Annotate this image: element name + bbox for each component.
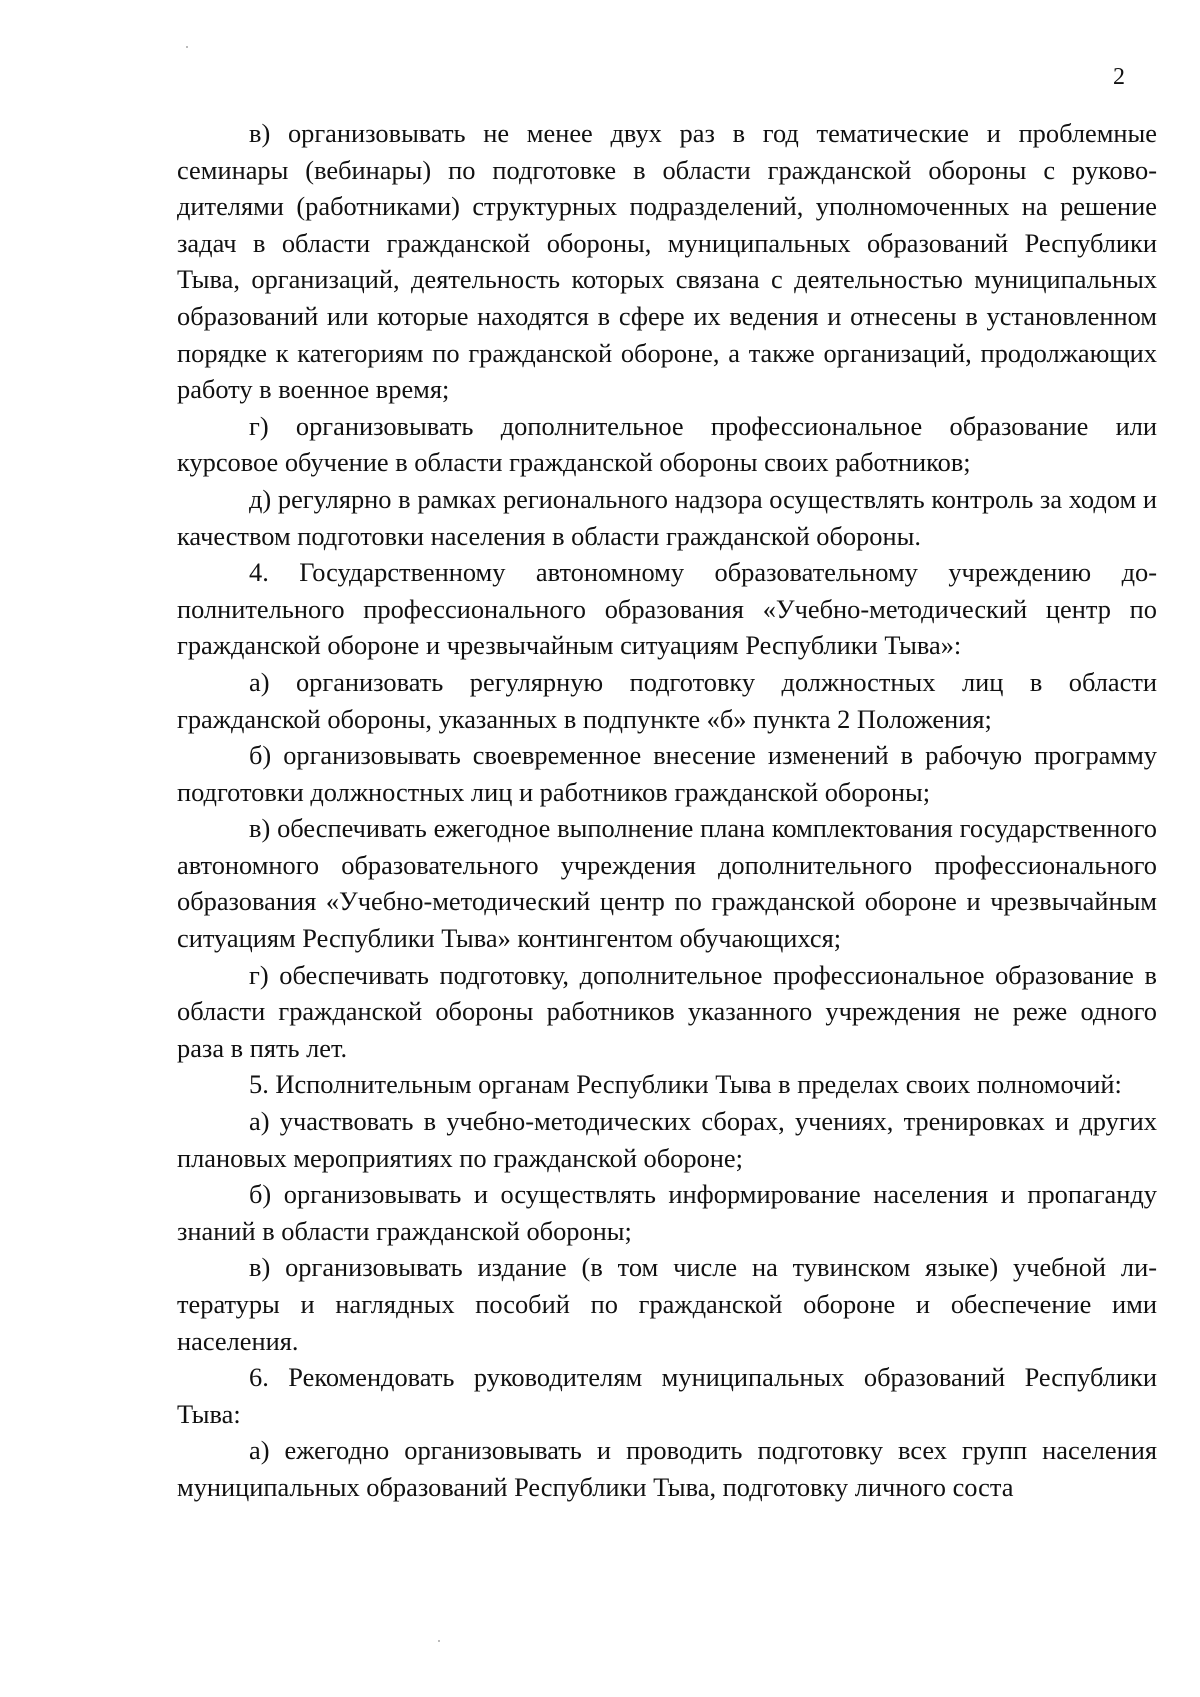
document-body <box>177 115 1157 1506</box>
paragraph-3g: г) организовывать дополнительное профессиональное образование или курсовое обучение в области гражданской обороны своих работников; <box>177 410 1157 478</box>
paragraph-5a: а) участвовать в учебно-методических сборах, учениях, тренировках и других плановых мероприятиях по гражданской обороне; <box>177 1106 1157 1173</box>
paragraph-5: 5. Исполнительным органам Республики Тыва в пределах своих полномочий: <box>249 1069 1122 1100</box>
paragraph-4b: б) организовывать своевременное внесение изменений в рабочую программу подготовки должностных лиц и работников гражданской обороны; <box>177 740 1157 807</box>
scan-speck <box>186 46 188 48</box>
paragraph-4v: в) обеспечивать ежегодное выполнение плана комплектования государственного автономного образовательного учреждения дополнительного профессионального образования «Учебно-методический центр по гражданской обороне и чрезвычайным ситуациям Республики Тыва» контингентом обучающихся; <box>177 813 1157 954</box>
paragraph-5v: в) организовывать издание (в том числе на тувинском языке) учебной литературы и наглядных пособий по гражданской обороне и обеспечение ими населения. <box>177 1252 1157 1356</box>
scan-speck <box>438 1640 440 1642</box>
paragraph-4g: г) обеспечивать подготовку, дополнительное профессиональное образование в области гражданской обороны работников указанного учреждения не реже одного раза в пять лет. <box>177 959 1157 1063</box>
page-number: 2 <box>1113 64 1125 90</box>
paragraph-4a: а) организовать регулярную подготовку должностных лиц в области гражданской обороны, указанных в подпункте «б» пункта 2 Положения; <box>177 666 1157 734</box>
paragraph-3d: д) регулярно в рамках регионального надзора осуществлять контроль за ходом и качеством подготовки населения в области гражданской обороны. <box>177 483 1157 551</box>
paragraph-6: 6. Рекомендовать руководителям муниципальных образований Республики Тыва: <box>177 1362 1157 1429</box>
paragraph-3v: в) организовывать не менее двух раз в год тематические и проблемные семинары (вебинары) по подготовке в области гражданской обороны с руководителями (работниками) структурных подразделений, уполномоченных на решение задач в области гражданской обороны, муниципальных образований Республики Тыва, организаций, деятельность которых связана с деятельностью муниципальных образований или которые находятся в сфере их ведения и отнесены в установленном порядке к категориям по гражданской обороне, а также организаций, продолжающих работу в военное время; <box>177 118 1157 405</box>
paragraph-5b: б) организовывать и осуществлять информирование населения и пропаганду знаний в области гражданской обороны; <box>177 1179 1157 1246</box>
paragraph-6a: а) ежегодно организовывать и проводить подготовку всех групп населения муниципальных образований Республики Тыва, подготовку личного соста <box>177 1435 1157 1502</box>
paragraph-4: 4. Государственному автономному образовательному учреждению дополнительного профессионального образования «Учебно-методический центр по гражданской обороне и чрезвычайным ситуациям Республики Тыва»: <box>177 557 1157 661</box>
